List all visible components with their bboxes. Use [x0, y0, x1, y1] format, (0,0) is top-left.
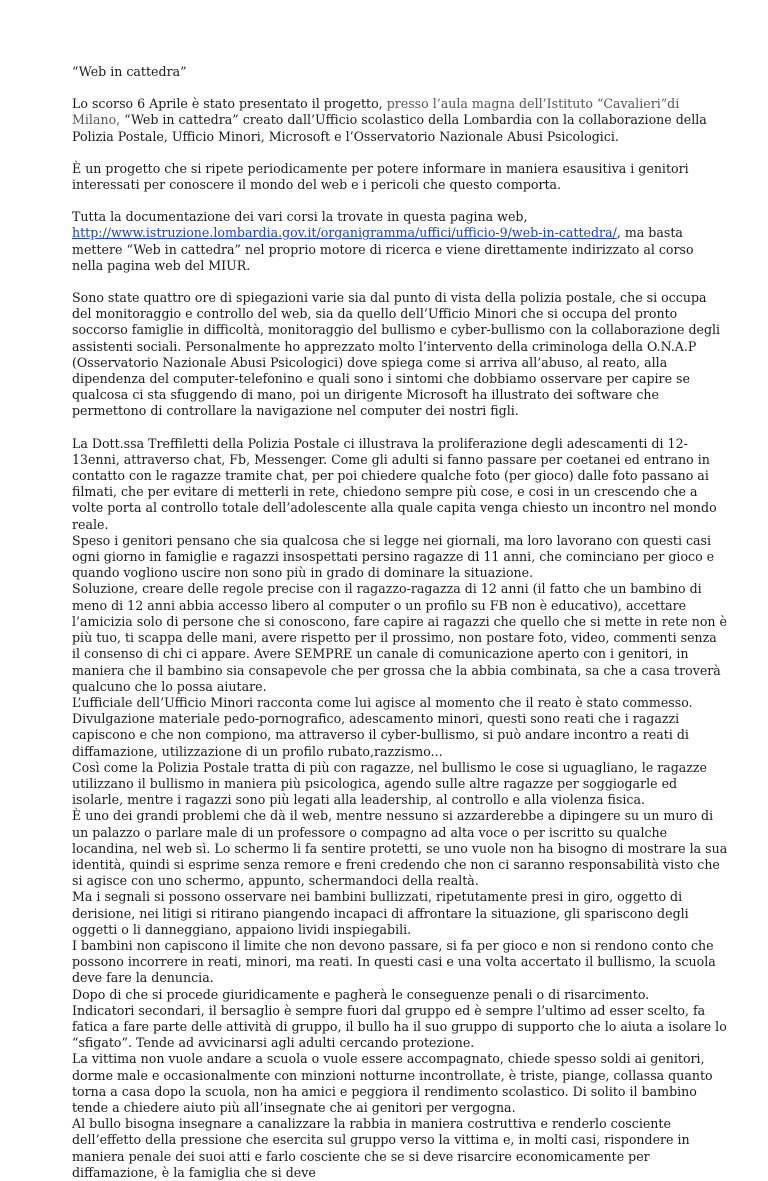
intro-location-text: presso l’aula magna dell’Istituto “Cavalieri”di Milano,: [72, 96, 680, 128]
paragraph-overview: Sono state quattro ore di spiegazioni varie sia dal punto di vista della polizia postale, che si occupa del monitoraggio e controllo del web, sia da quello dell’Ufficio Minori che si occupa del pronto soccorso famiglie in difficoltà, monitoraggio del bullismo e cyber-bullismo con la collaborazione degli assistenti sociali. Personalmente ho apprezzato molto l’intervento della criminologa della O.N.A.P (Osservatorio Nazionale Abusi Psicologici) dove spiega come si arriva all’abuso, al reato, alla dipendenza del computer-telefonino e quali sono i sintomi che dobbiamo osservare per capire se qualcosa ci sta sfuggendo di mano, poi un dirigente Microsoft ha illustrato dei software che permettono di controllare la navigazione nel computer dei nostri figli.: [72, 290, 721, 419]
block-line: La Dott.ssa Treffiletti della Polizia Postale ci illustrava la proliferazione degli adescamenti di 12-13enni, attraverso chat, Fb, Messenger. Come gli adulti si fanno passare per coetanei ed entrano in contatto con le ragazze tramite chat, per poi chiedere qualche foto (per gioco) dalle foto passano ai filmati, che per evitare di metterli in rete, chiedono sempre più cose, e cosi in un crescendo che a volte porta al controllo totale dell’adolescente alla quale capita venga chiesto un incontro nel mondo reale.: [72, 435, 717, 532]
paragraph-project: È un progetto che si ripete periodicamente per potere informare in maniera esausitiva i genitori interessati per conoscere il mondo del web e i pericoli che questo comporta.: [72, 160, 689, 193]
block-line: I bambini non capiscono il limite che non devono passare, si fa per gioco e non si rendono conto che possono incorrere in reati, minori, ma reati. In questi casi e una volta accertato il bullismo, la scuola deve fare la denuncia.: [72, 937, 716, 986]
intro-text-1: Lo scorso 6 Aprile è stato presentato il progetto,: [72, 96, 387, 112]
block-line: Al bullo bisogna insegnare a canalizzare la rabbia in maniera costruttiva e renderlo cosciente dell’effetto della pressione che esercita sul gruppo verso la vittima e, in molti casi, rispondere in maniera penale dei suoi atti e farlo cosciente che se si deve risarcire economicamente per diffamazione, è la famiglia che si deve: [72, 1116, 690, 1180]
body-text-block: [72, 436, 728, 1181]
intro-text-2: “Web in cattedra” creato dall’Ufficio scolastico della Lombardia con la collaborazione della Polizia Postale, Ufficio Minori, Microsoft e l’Osservatorio Nazionale Abusi Psicologici.: [72, 112, 707, 144]
block-line: L’ufficiale dell’Ufficio Minori racconta come lui agisce al momento che il reato è stato commesso. Divulgazione materiale pedo-pornografico, adescamento minori, questi sono reati che i ragazzi capiscono e che non compiono, ma attraverso il cyber-bullismo, si può andare incontro a reati di diffamazione, utilizzazione di un profilo rubato,razzismo...: [72, 694, 693, 759]
block-line: Soluzione, creare delle regole precise con il ragazzo-ragazza di 12 anni (il fatto che un bambino di meno di 12 anni abbia accesso libero al computer o un profilo su FB non è educativo), accettare l’amicizia solo di persone che si conoscono, fare capire ai ragazzi che quello che si mette in rete non è più tuo, ti scappa delle mani, avere rispetto per il prossimo, non postare foto, video, commenti senza il consenso di chi ci appare. Avere SEMPRE un canale di comunicazione aperto con i genitori, in maniera che il bambino sia consapevole che per grossa che la abbia combinata, sa che a casa troverà qualcuno che lo possa aiutare.: [72, 581, 727, 694]
document-title: “Web in cattedra”: [72, 64, 187, 79]
block-line: È uno dei grandi problemi che dà il web, mentre nessuno si azzarderebbe a dipingere su un muro di un palazzo o parlare male di un professore o compagno ad alta voce o per iscritto su qualche locandina, nel web sì. Lo schermo li fa sentire protetti, se uno vuole non ha bisogno di mostrare la sua identità, quindi si esprime senza remore e freni credendo che non ci saranno responsabilità visto che si agisce con uno schermo, appunto, schermandoci della realtà.: [72, 808, 728, 889]
paragraph-intro: [72, 96, 728, 145]
block-line: Così come la Polizia Postale tratta di più con ragazze, nel bullismo le cose si uguagliano, le ragazze utilizzano il bullismo in maniera più psicologica, agendo sulle altre ragazze per soggiogarle ed isolarle, mentre i ragazzi sono più legati alla leadership, al controllo e alla violenza fisica.: [72, 759, 708, 808]
documentation-text-1: Tutta la documentazione dei vari corsi la trovate in questa pagina web,: [72, 209, 528, 225]
block-line: La vittima non vuole andare a scuola o vuole essere accompagnato, chiede spesso soldi ai genitori, dorme male e occasionalmente con minzioni notturne incontrollate, è triste, piange, collassa quanto torna a casa dopo la scuola, non ha amici e peggiora il rendimento scolastico. Di solito il bambino tende a chiedere aiuto più all’insegnate che ai genitori per vergogna.: [72, 1051, 713, 1115]
miur-link[interactable]: http://www.istruzione.lombardia.gov.it/organigramma/uffici/ufficio-9/web-in-cattedra/: [72, 225, 617, 241]
block-line: Dopo di che si procede giuridicamente e pagherà le conseguenze penali o di risarcimento.: [72, 986, 650, 1002]
documentation-text-2: , ma basta mettere “Web in cattedra” nel proprio motore di ricerca e viene direttamente indirizzato al corso nella pagina web del MIUR.: [72, 225, 694, 273]
block-line: Indicatori secondari, il bersaglio è sempre fuori dal gruppo ed è sempre l’ultimo ad esser scelto, fa fatica a fare parte delle attività di gruppo, il bullo ha il suo gruppo di supporto che lo aiuta a isolare lo “sfigato”. Tende ad avvicinarsi agli adulti cercando protezione.: [72, 1002, 727, 1051]
paragraph-documentation: [72, 209, 728, 274]
block-line: Ma i segnali si possono osservare nei bambini bullizzati, ripetutamente presi in giro, oggetto di derisione, nei litigi si ritirano piangendo incapaci di affrontare la situazione, gli spariscono degli oggetti o li danneggiano, appaiono lividi inspiegabili.: [72, 889, 689, 937]
block-line: Speso i genitori pensano che sia qualcosa che si legge nei giornali, ma loro lavorano con questi casi ogni giorno in famiglie e ragazzi insospettati persino ragazze di 11 anni, che cominciano per gioco e quando vogliono uscire non sono più in grado di dominare la situazione.: [72, 532, 715, 581]
